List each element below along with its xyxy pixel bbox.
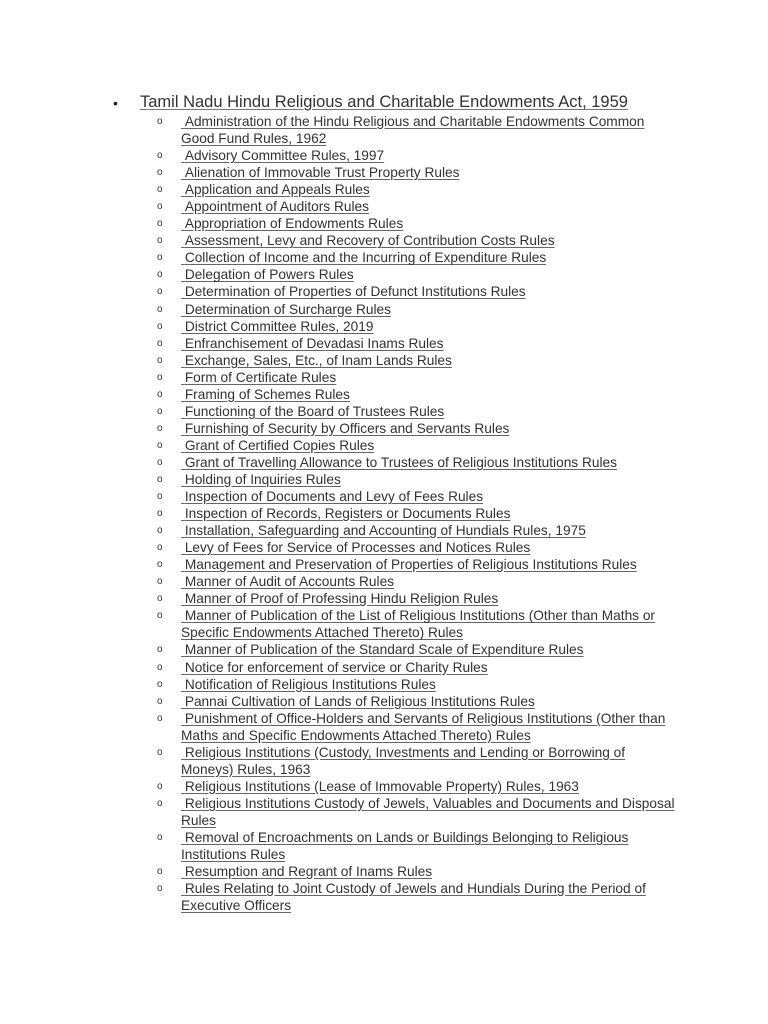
rule-list-item [157,403,677,420]
rule-list-item [157,488,677,505]
rules-list [157,113,677,914]
rule-link[interactable]: Appointment of Auditors Rules [184,199,369,215]
rule-list-item [157,266,677,283]
rule-link[interactable]: Manner of Publication of the List of Religious Institutions (Other than Maths or Specific Endowments Attached Thereto) Rules [181,608,655,641]
rule-list-item [157,505,677,522]
sub-bullet-marker: o [157,303,163,315]
sub-bullet-marker: o [157,235,163,247]
sub-bullet-marker: o [157,695,163,707]
rule-link[interactable]: Levy of Fees for Service of Processes and Notices Rules [184,540,531,556]
rule-link[interactable]: Furnishing of Security by Officers and Servants Rules [184,420,510,436]
sub-bullet-marker: o [157,610,163,622]
rule-link[interactable]: Manner of Publication of the Standard Scale of Expenditure Rules [184,642,584,658]
rule-link[interactable]: Application and Appeals Rules [184,182,370,198]
rule-list-item [157,880,677,914]
rule-link[interactable]: Administration of the Hindu Religious and Charitable Endowments Common Good Fund Rules, 1962 [181,114,645,147]
sub-bullet-marker: o [157,883,163,895]
rule-list-item [157,693,677,710]
rule-list-item [157,198,677,215]
sub-bullet-marker: o [157,184,163,196]
rule-link[interactable]: Framing of Schemes Rules [184,386,350,402]
rule-link[interactable]: Resumption and Regrant of Inams Rules [184,864,433,880]
rule-list-item [157,829,677,863]
sub-bullet-marker: o [157,866,163,878]
rule-link[interactable]: Holding of Inquiries Rules [184,471,341,487]
rule-link[interactable]: Pannai Cultivation of Lands of Religious Institutions Rules [184,693,535,709]
rule-link[interactable]: Assessment, Levy and Recovery of Contribution Costs Rules [184,233,555,249]
rule-link[interactable]: Notice for enforcement of service or Charity Rules [184,659,488,675]
rule-link[interactable]: Grant of Certified Copies Rules [184,437,375,453]
sub-bullet-marker: o [157,576,163,588]
rule-link[interactable]: Alienation of Immovable Trust Property Rules [184,165,460,181]
rule-list-item [157,318,677,335]
rule-list-item [157,641,677,658]
rule-link[interactable]: Grant of Travelling Allowance to Trustees of Religious Institutions Rules [184,454,617,470]
rule-list-item [157,215,677,232]
rule-list-item [157,181,677,198]
sub-bullet-marker: o [157,405,163,417]
rule-list-item [157,113,677,147]
sub-bullet-marker: o [157,473,163,485]
sub-bullet-marker: o [157,252,163,264]
sub-bullet-marker: o [157,831,163,843]
sub-bullet-marker: o [157,150,163,162]
sub-bullet-marker: o [157,269,163,281]
rule-link[interactable]: Religious Institutions (Custody, Investments and Lending or Borrowing of Moneys) Rules, 1963 [181,744,626,777]
rule-list-item [157,676,677,693]
act-heading-link[interactable]: Tamil Nadu Hindu Religious and Charitable Endowments Act, 1959 [140,93,628,111]
sub-bullet-marker: o [157,661,163,673]
rule-list-item [157,778,677,795]
rule-link[interactable]: Delegation of Powers Rules [184,267,354,283]
rule-link[interactable]: Appropriation of Endowments Rules [184,216,404,232]
rule-link[interactable]: Collection of Income and the Incurring of Expenditure Rules [184,250,547,266]
rule-link[interactable]: Determination of Surcharge Rules [184,301,391,317]
rule-link[interactable]: Religious Institutions (Lease of Immovable Property) Rules, 1963 [184,778,579,794]
sub-bullet-marker: o [157,456,163,468]
rule-list-item [157,420,677,437]
rule-list-item [157,283,677,300]
rule-link[interactable]: Management and Preservation of Properties of Religious Institutions Rules [184,557,637,573]
sub-bullet-marker: o [157,678,163,690]
rule-link[interactable]: Determination of Properties of Defunct Institutions Rules [184,284,526,300]
rule-link[interactable]: Advisory Committee Rules, 1997 [184,148,385,164]
rule-list-item [157,863,677,880]
sub-bullet-marker: o [157,388,163,400]
sub-bullet-marker: o [157,780,163,792]
rule-link[interactable]: Manner of Proof of Professing Hindu Religion Rules [184,591,499,607]
rule-list-item [157,590,677,607]
rule-list-item [157,471,677,488]
sub-bullet-marker: o [157,286,163,298]
sub-bullet-marker: o [157,201,163,213]
rule-list-item [157,232,677,249]
rule-list-item [157,522,677,539]
rule-link[interactable]: Installation, Safeguarding and Accounting of Hundials Rules, 1975 [184,523,586,539]
rule-list-item [157,710,677,744]
sub-bullet-marker: o [157,354,163,366]
sub-bullet-marker: o [157,491,163,503]
sub-bullet-marker: o [157,320,163,332]
rule-link[interactable]: Enfranchisement of Devadasi Inams Rules [184,335,444,351]
rule-list-item [157,335,677,352]
rule-link[interactable]: Inspection of Documents and Levy of Fees Rules [184,489,484,505]
rule-list-item [157,369,677,386]
sub-bullet-marker: o [157,593,163,605]
sub-bullet-marker: o [157,508,163,520]
sub-bullet-marker: o [157,644,163,656]
sub-bullet-marker: o [157,371,163,383]
rule-list-item [157,301,677,318]
sub-bullet-marker: o [157,797,163,809]
rule-list-item [157,607,677,641]
rule-list-item [157,795,677,829]
rule-list-item [157,437,677,454]
rule-list-item [157,744,677,778]
sub-bullet-marker: o [157,439,163,451]
rule-link[interactable]: Notification of Religious Institutions Rules [184,676,436,692]
rule-list-item [157,249,677,266]
sub-bullet-marker: o [157,422,163,434]
sub-bullet-marker: o [157,167,163,179]
rule-link[interactable]: Rules Relating to Joint Custody of Jewels and Hundials During the Period of Executive Officers [181,881,646,914]
sub-bullet-marker: o [157,116,163,127]
rule-list-item [157,659,677,676]
sub-bullet-marker: o [157,746,163,758]
rule-link[interactable]: Manner of Audit of Accounts Rules [184,574,395,590]
sub-bullet-marker: o [157,337,163,349]
rule-list-item [157,164,677,181]
rule-list-item [157,386,677,403]
rule-link[interactable]: District Committee Rules, 2019 [184,318,374,334]
rule-list-item [157,352,677,369]
rule-list-item [157,573,677,590]
rule-list-item [157,556,677,573]
rule-list-item [157,539,677,556]
sub-bullet-marker: o [157,525,163,537]
rule-link[interactable]: Inspection of Records, Registers or Documents Rules [184,506,511,522]
rule-link[interactable]: Functioning of the Board of Trustees Rules [184,403,445,419]
rule-link[interactable]: Removal of Encroachments on Lands or Buildings Belonging to Religious Institutions Rules [181,829,629,863]
sub-bullet-marker: o [157,712,163,724]
sub-bullet-marker: o [157,218,163,230]
rule-link[interactable]: Exchange, Sales, Etc., of Inam Lands Rules [184,352,452,368]
bullet-marker: • [113,95,118,111]
rule-list-item [157,147,677,164]
sub-bullet-marker: o [157,559,163,571]
sub-bullet-marker: o [157,542,163,554]
rule-link[interactable]: Form of Certificate Rules [184,369,337,385]
rule-list-item [157,454,677,471]
rule-link[interactable]: Punishment of Office-Holders and Servants of Religious Institutions (Other than Maths and Specific Endowments Attached Thereto) Rules [181,710,666,743]
rule-link[interactable]: Religious Institutions Custody of Jewels, Valuables and Documents and Disposal Rules [181,795,675,828]
